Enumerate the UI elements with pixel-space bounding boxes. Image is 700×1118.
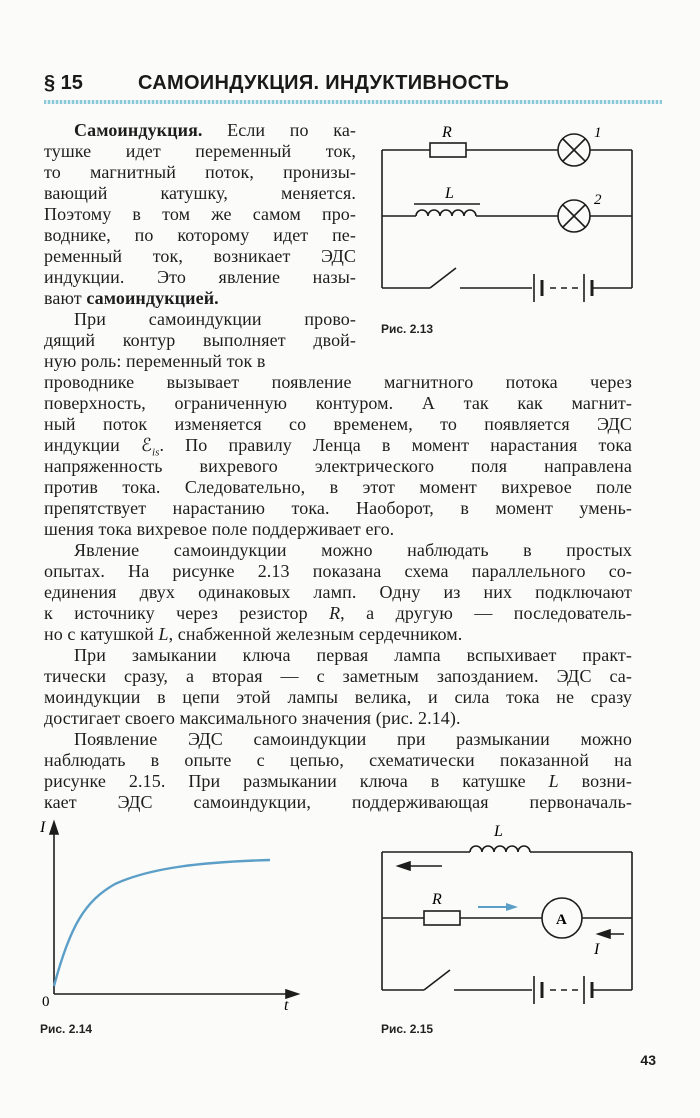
section-title: САМОИНДУКЦИЯ. ИНДУКТИВНОСТЬ	[138, 72, 510, 94]
text-span: Если по ка-	[202, 120, 356, 140]
figure-2-14-graph	[30, 816, 310, 1012]
text-line	[44, 687, 632, 707]
text-span: индукции. Это явление назы-	[44, 267, 356, 287]
switch-key	[424, 970, 450, 990]
text-span: Поэтому в том же самом про-	[44, 204, 356, 224]
symbol-italic: L	[158, 624, 169, 644]
text-line	[44, 141, 356, 161]
text-span: воднике, по которому идет пе-	[44, 225, 356, 245]
text-span: тически сразу, а вторая — с заметным запозданием. ЭДС са-	[44, 666, 632, 686]
text-line	[44, 393, 632, 413]
text-span: Явление самоиндукции можно наблюдать в простых	[74, 540, 632, 560]
resistor-r	[424, 911, 460, 925]
header-rule	[44, 100, 662, 104]
text-span: ременный ток, возникает ЭДС	[44, 246, 356, 266]
caption-fig-2-15: Рис. 2.15	[381, 1022, 434, 1036]
text-span: против тока. Следовательно, в этот момент вихревое поле	[44, 477, 632, 497]
switch-key	[430, 268, 456, 288]
text-line	[44, 204, 356, 224]
symbol-italic: L	[548, 771, 559, 791]
text-span: При самоиндукции прово-	[74, 309, 356, 329]
label-r: R	[432, 891, 442, 908]
text-line	[44, 792, 632, 812]
text-line	[44, 351, 266, 371]
caption-fig-2-13: Рис. 2.13	[381, 322, 434, 336]
text-line	[44, 225, 356, 245]
section-number: § 15	[44, 72, 83, 94]
text-line	[44, 288, 219, 308]
text-span: дящий контур выполняет двой-	[44, 330, 356, 350]
page-number: 43	[640, 1052, 656, 1068]
text-line	[44, 708, 461, 728]
text-line	[44, 750, 632, 770]
text-span: , а другую — последователь-	[340, 603, 632, 623]
text-span: шения тока вихревое поле поддерживает его.	[44, 519, 395, 539]
text-span: При замыкании ключа первая лампа вспыхивает практ-	[74, 645, 632, 665]
figure-2-13-circuit	[370, 118, 650, 318]
text-line	[44, 183, 356, 203]
text-line	[44, 162, 356, 182]
label-l: L	[445, 185, 454, 202]
current-i-arrowhead	[598, 930, 610, 938]
caption-fig-2-14: Рис. 2.14	[40, 1022, 93, 1036]
text-span: опытах. На рисунке 2.13 показана схема параллельного со-	[44, 561, 632, 581]
text-span: достигает своего максимального значения (рис. 2.14).	[44, 708, 461, 728]
label-lamp-1: 1	[594, 125, 602, 141]
resistor-r	[430, 143, 466, 157]
inductor-l	[416, 210, 476, 216]
text-span: напряженность вихревого электрического поля направлена	[44, 456, 632, 476]
current-curve	[54, 860, 270, 986]
text-span: вающий катушку, меняется.	[44, 183, 356, 203]
text-line	[44, 330, 356, 350]
text-line	[44, 498, 632, 518]
y-axis-label: I	[40, 819, 46, 836]
text-line	[44, 414, 632, 434]
text-span: к источнику через резистор	[44, 603, 330, 623]
text-line	[44, 456, 632, 476]
text-span: индукции ℰ	[44, 435, 152, 455]
text-span: но с катушкой	[44, 624, 159, 644]
text-line	[44, 267, 356, 287]
label-r: R	[442, 124, 452, 141]
text-span: . По правилу Ленца в момент нарастания тока	[159, 435, 632, 455]
text-span: поверхность, ограниченную контуром. А так как магнит-	[44, 393, 632, 413]
y-axis-arrow	[50, 822, 58, 834]
text-span: проводнике вызывает появление магнитного потока через	[44, 372, 632, 392]
text-span: препятствует нарастанию тока. Наоборот, в момент умень-	[44, 498, 632, 518]
text-span: моиндукции в цепи этой лампы велика, и сила тока не сразу	[44, 687, 632, 707]
term-bold: самоиндукцией.	[86, 288, 219, 308]
ammeter-label: A	[556, 912, 567, 928]
text-span: тушке идет переменный ток,	[44, 141, 356, 161]
text-span: возни-	[558, 771, 632, 791]
text-span: кает ЭДС самоиндукции, поддерживающая первоначаль-	[44, 792, 632, 812]
text-line	[44, 771, 632, 791]
text-span: то магнитный поток, пронизы-	[44, 162, 356, 182]
text-span: Появление ЭДС самоиндукции при размыкании можно	[74, 729, 632, 749]
text-span: , снабженной железным сердечником.	[168, 624, 463, 644]
text-line	[44, 372, 632, 392]
text-line	[74, 645, 632, 665]
label-lamp-2: 2	[594, 192, 602, 208]
x-axis-label: t	[284, 997, 289, 1012]
text-line	[44, 561, 632, 581]
text-line	[74, 309, 356, 329]
text-span: наблюдать в опыте с цепью, схематически показанной на	[44, 750, 632, 770]
text-span: ный поток изменяется со временем, то появляется ЭДС	[44, 414, 632, 434]
symbol-italic: R	[329, 603, 341, 623]
text-line	[74, 540, 632, 560]
text-line	[44, 246, 356, 266]
text-span: ную роль: переменный ток в	[44, 351, 266, 371]
text-line	[74, 120, 356, 140]
section-header	[44, 72, 662, 106]
label-l: L	[494, 823, 503, 840]
text-line	[44, 582, 632, 602]
current-arrowhead	[398, 862, 410, 870]
text-span: рисунке 2.15. При размыкании ключа в катушке	[44, 771, 549, 791]
text-line	[44, 624, 462, 644]
subscript: is	[151, 446, 160, 459]
text-line	[74, 729, 632, 749]
text-line	[44, 666, 632, 686]
inductor-l	[470, 846, 530, 852]
current-i-label: I	[594, 941, 600, 958]
term-bold: Самоиндукция.	[74, 120, 203, 140]
text-line	[44, 519, 394, 539]
text-line	[44, 603, 632, 623]
figure-2-15-circuit	[370, 812, 650, 1017]
text-line	[44, 477, 632, 497]
origin-label: 0	[42, 994, 50, 1010]
blue-current-arrowhead	[506, 903, 518, 911]
text-span: единения двух одинаковых ламп. Одну из них подключают	[44, 582, 632, 602]
text-span: вают	[44, 288, 87, 308]
